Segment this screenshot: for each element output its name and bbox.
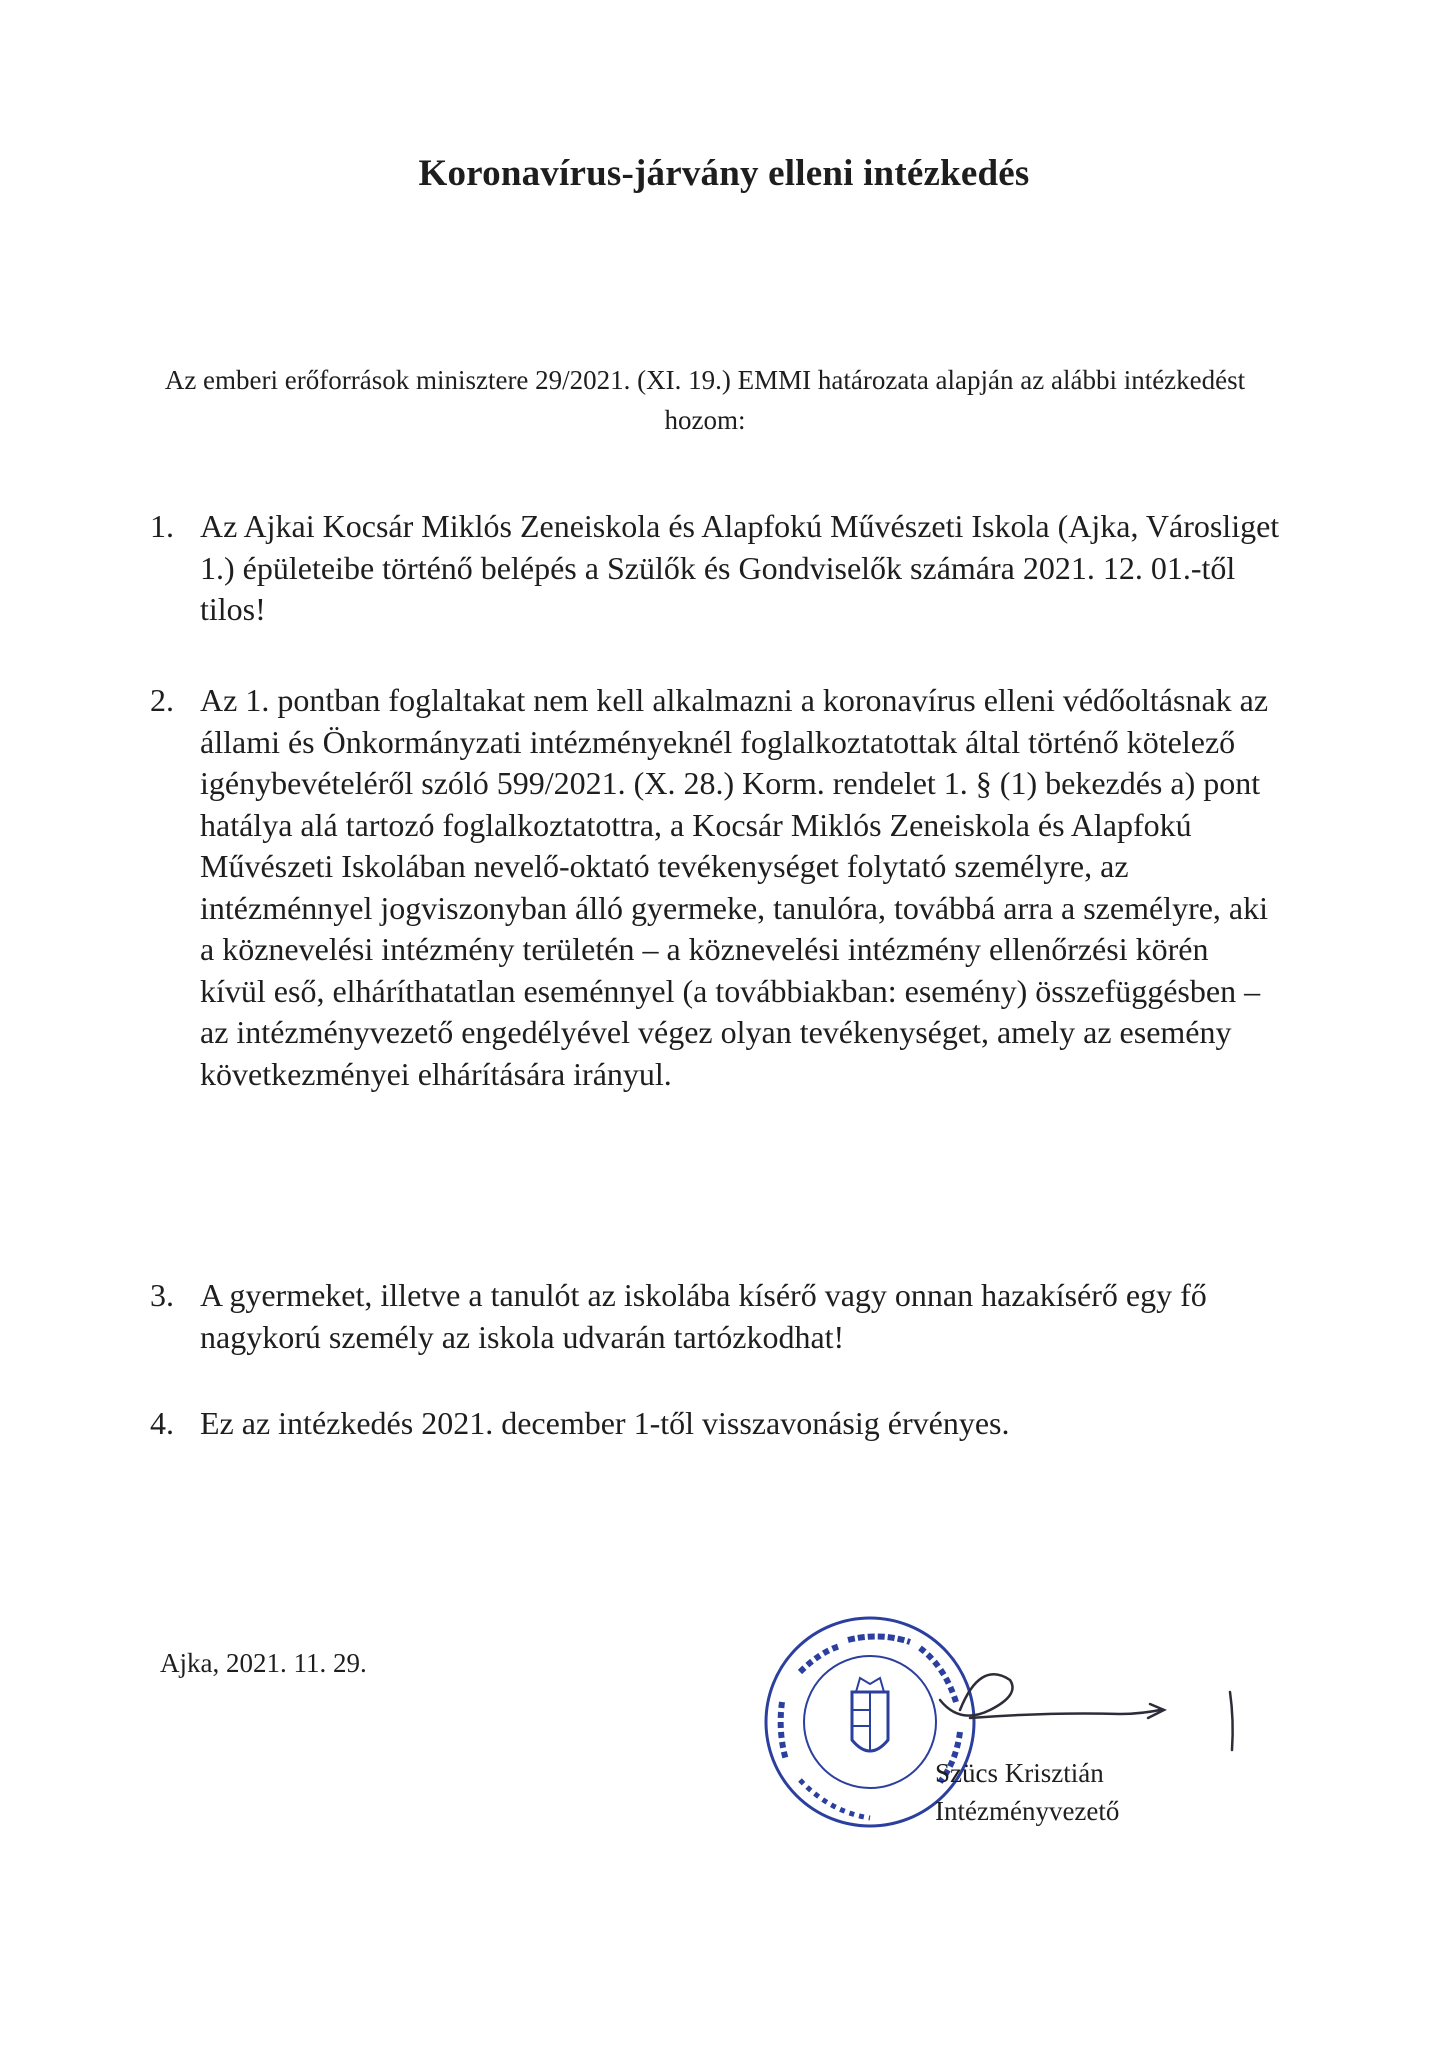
list-item: [150, 1275, 1280, 1358]
signatory-name: Szücs Krisztián: [935, 1758, 1104, 1788]
list-item: [150, 680, 1280, 1095]
intro-paragraph: Az emberi erőforrások minisztere 29/2021. (XI. 19.) EMMI határozata alapján az alábbi intézkedést hozom:: [164, 365, 1246, 435]
signatory-position: Intézményvezető: [935, 1796, 1120, 1826]
document-date: Ajka, 2021. 11. 29.: [160, 1648, 367, 1678]
list-item-text: Az Ajkai Kocsár Miklós Zeneiskola és Alapfokú Művészeti Iskola (Ajka, Városliget 1.) épületeibe történő belépés a Szülők és Gondviselők számára 2021. 12. 01.-től tilos!: [200, 508, 1280, 627]
document-title: Koronavírus-járvány elleni intézkedés: [418, 153, 1030, 194]
list-item-number: 1.: [150, 508, 174, 544]
list-item-number: 4.: [150, 1405, 174, 1441]
list-item: [150, 1403, 1280, 1445]
list-item-text: Az 1. pontban foglaltakat nem kell alkalmazni a koronavírus elleni védőoltásnak az állami és Önkormányzati intézményeknél foglalkoztatottak által történő kötelező igénybevételéről szóló 599/2021. (X. 28.) Korm. rendelet 1. § (1) bekezdés a) pont hatálya alá tartozó foglalkoztatottra, a Kocsár Miklós Zeneiskola és Alapfokú Művészeti Iskolában nevelő-oktató tevékenységet folytató személyre, az intézménnyel jogviszonyban álló gyermeke, tanulóra, továbbá arra a személyre, aki a köznevelési intézmény területén – a köznevelési intézmény ellenőrzési körén kívül eső, elháríthatatlan eseménnyel (a továbbiakban: esemény) összefüggésben – az intézményvezető engedélyével végez olyan tevékenységet, amely az esemény következményei elhárítására irányul.: [200, 682, 1269, 1092]
list-item-text: A gyermeket, illetve a tanulót az iskolába kísérő vagy onnan hazakísérő egy fő nagykorú személy az iskola udvarán tartózkodhat!: [200, 1277, 1207, 1355]
list-item-number: 3.: [150, 1277, 174, 1313]
list-item-number: 2.: [150, 682, 174, 718]
list-item: [150, 506, 1280, 631]
list-item-text: Ez az intézkedés 2021. december 1-től visszavonásig érvényes.: [200, 1405, 1010, 1441]
signature-block: [935, 1754, 1119, 1830]
